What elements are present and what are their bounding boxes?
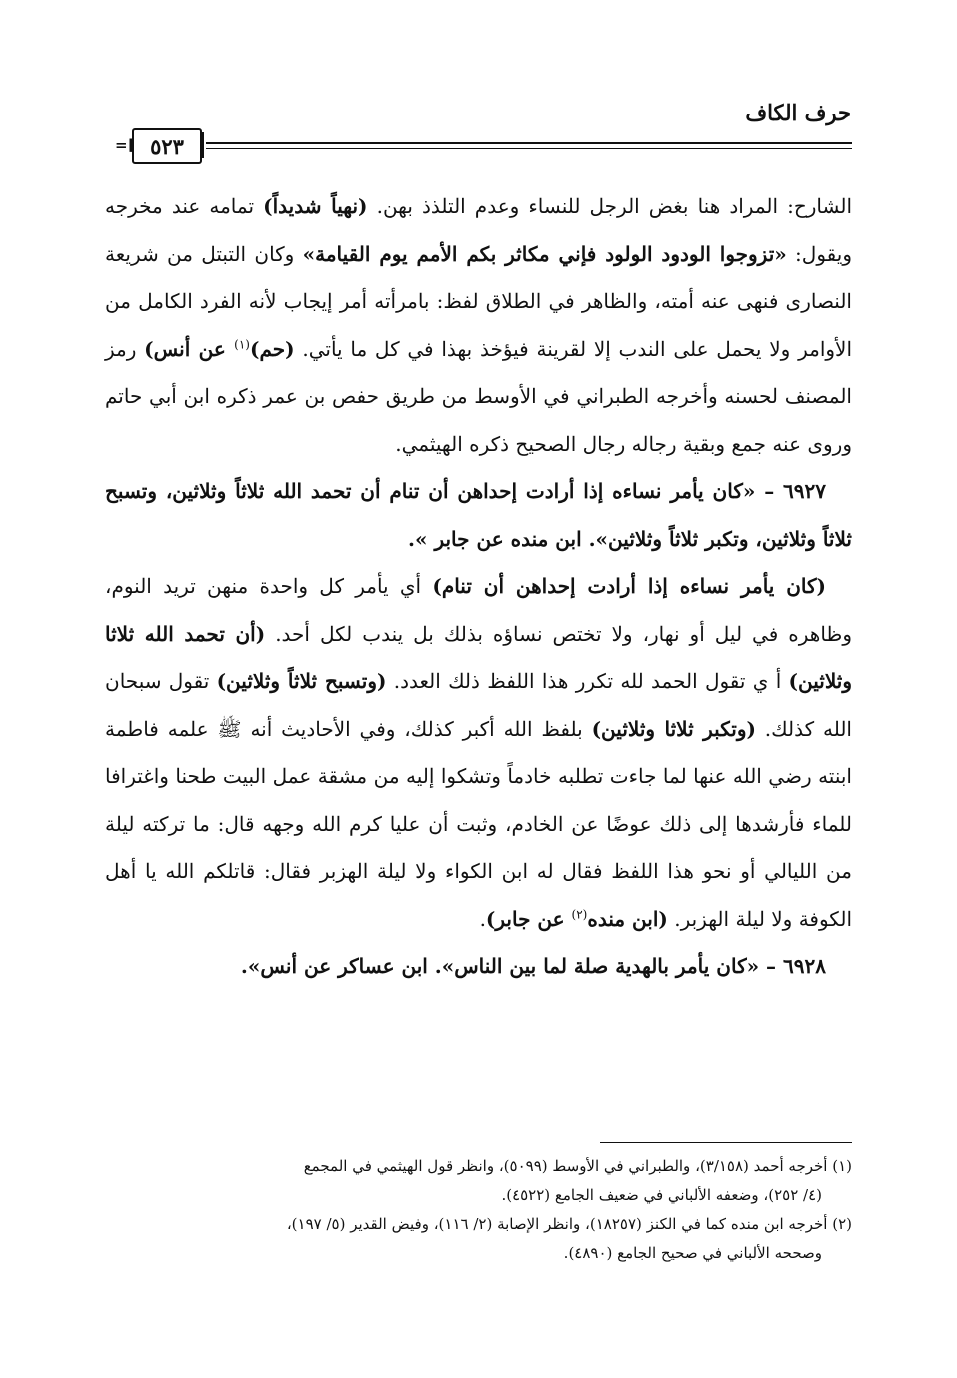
main-text: [105, 183, 852, 991]
footnote-ref-2: (٢): [571, 906, 588, 921]
footnote-2-line-2: وصححه الألباني في صحيح الجامع (٤٨٩٠).: [563, 1244, 822, 1262]
hadith-text: ٦٩٢٨ – «كان يأمر بالهدية صلة لما بين الناس». ابن عساكر عن أنس».: [240, 954, 826, 978]
text-run: عند مخرجه ويقول:: [105, 194, 852, 266]
footnote-2-line-1: (٢) أخرجه ابن منده كما في الكنز (١٨٢٥٧)، وانظر الإصابة (٢/ ١١٦)، وفيض القدير (٥/ ١٩٧)،: [286, 1215, 852, 1233]
bold-run: (نهياً شديداً): [263, 194, 368, 218]
bold-run: (أن تحمد الله ثلاثا وثلاثين): [105, 621, 852, 693]
bold-run: عن جابر): [485, 906, 572, 931]
text-run: رمز المصنف لحسنه وأخرجه الطبراني في الأوسط من طريق حفص بن عمر ذكره ابن أبي حاتم وروى عنه جمع وبقية رجاله رجال الصحيح ذكره الهيثمي.: [105, 336, 852, 456]
bold-run: (حم): [249, 336, 295, 361]
text-run: .: [479, 906, 486, 931]
chapter-title: حرف الكاف: [745, 100, 851, 125]
commentary-paragraph-1: [105, 183, 852, 468]
text-run: وكان التبتل من شريعة النصارى فنهى عنه أمته، والظاهر في الطلاق لفظ: بامرأته أمر إيجاب لأنه الفرد الكامل من الأوامر ولا يحمل على الندب إلا لقرينة فيؤخذ بهذا في كل ما يأتي.: [105, 241, 853, 361]
text-run: تقول سبحان الله كذلك.: [105, 669, 852, 741]
text-run: أ ي تقول الحمد لله تكرر هذا اللفظ ذلك العدد.: [386, 669, 789, 693]
hadith-quote: «تزوجوا الودود الولود فإني مكاثر بكم الأمم يوم القيامة»: [302, 241, 787, 266]
footnotes: [105, 1152, 852, 1268]
text-run: أي يأمر كل واحدة منهن تريد النوم، وظاهره في ليل أو نهار، ولا تختص نساؤه بذلك بل يندب لكل أحد.: [105, 574, 852, 646]
hadith-6927: [105, 468, 852, 563]
page-number: [132, 128, 202, 164]
hadith-6928: [105, 943, 852, 991]
footnote-1-line-2: (٤/ ٢٥٢)، وضعفه الألباني في ضعيف الجامع (٤٥٢٢).: [501, 1186, 822, 1204]
page-number-text: ٥٢٣: [150, 133, 184, 159]
text-run: بلفظ الله أكبر كذلك، وفي الأحاديث أنه ﷺ علمه فاطمة ابنته رضي الله عنها لما جاءت تطلبه خادماً وتشكوا إليه من مشقة عمل البيت طحنا واغترافا للماء فأرشدها إلى ذلك عوضًا عن الخادم، وثبت أن عليا كرم الله وجهه قال: ما تركته ليلة من الليالي أو نحو هذا اللفظ فقال له ابن الكواء ولا ليلة الهزبر فقال: قاتلكم الله يا أهل الكوفة ولا ليلة الهزبر.: [105, 716, 852, 931]
bold-run: عن أنس): [144, 336, 235, 361]
footnote-1-line-1: (١) أخرجه أحمد (٣/١٥٨)، والطبراني في الأوسط (٥٠٩٩)، وانظر قول الهيثمي في المجمع: [303, 1157, 852, 1175]
bold-run: (وتكبر ثلاثا وثلاثين): [591, 716, 756, 741]
bold-run: (وتسبح ثلاثاً وثلاثين): [216, 669, 387, 693]
hadith-text: ٦٩٢٧ – «كان يأمر نساءه إذا أرادت إحداهن أن تنام أن تحمد الله ثلاثاً وثلاثين، وتسبح ثلاثاً وثلاثين، وتكبر ثلاثاً وثلاثين». ابن منده عن جابر ».: [105, 479, 852, 551]
commentary-paragraph-2: [105, 563, 852, 943]
text-run: تمامه: [209, 194, 264, 218]
header-rule: [206, 142, 852, 149]
bold-run: (كان يأمر نساءه إذا أرادت إحداهن أن تنام): [432, 574, 827, 598]
bold-run: (ابن منده: [587, 906, 668, 931]
footnote-ref-1: (١): [234, 336, 250, 351]
text-run: الشارح: المراد هنا بغض الرجل للنساء وعدم التلذذ بهن.: [367, 194, 853, 218]
page-number-ornament-left: =[: [115, 136, 135, 154]
page-number-ornament: [202, 132, 207, 158]
footnote-separator: [600, 1142, 852, 1143]
